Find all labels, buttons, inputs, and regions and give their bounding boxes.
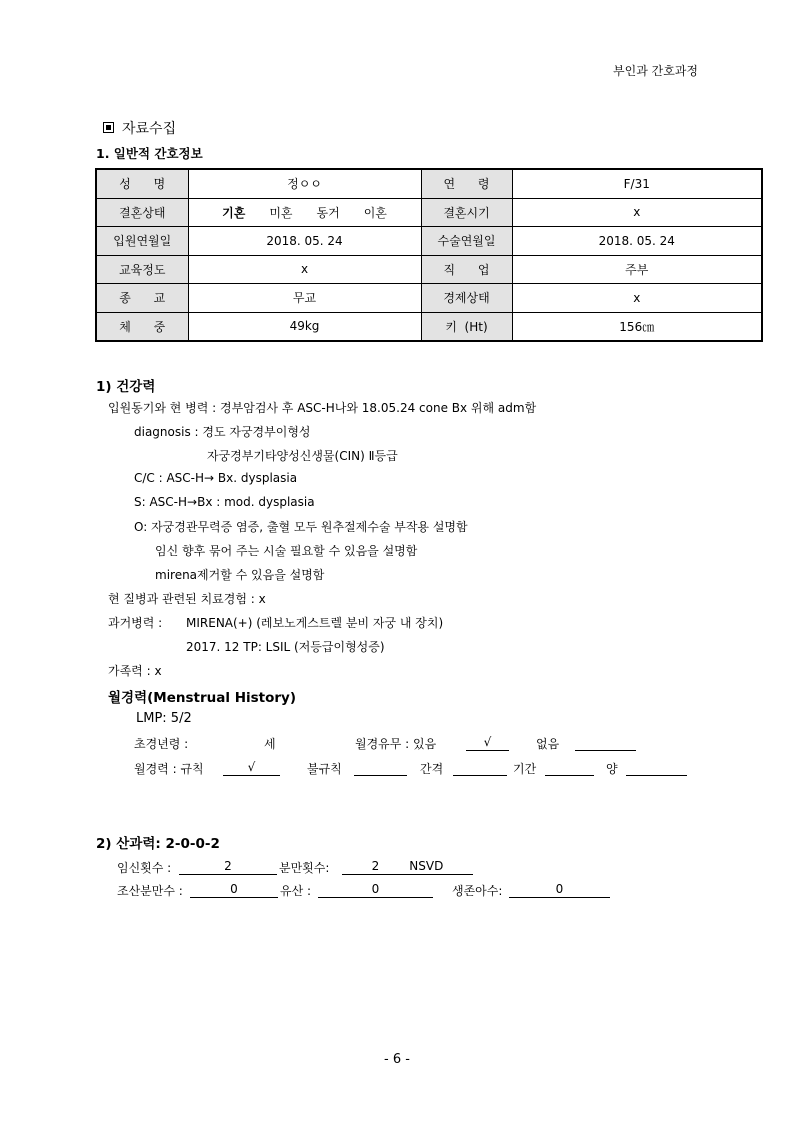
objective-note-1: O: 자궁경관무력증 염증, 출혈 모두 원추절제수술 부작용 설명함 bbox=[134, 520, 468, 534]
economy-value: x bbox=[512, 284, 762, 313]
menstrual-history-title: 월경력(Menstrual History) bbox=[108, 690, 297, 706]
sub-title: 1. 일반적 간호정보 bbox=[96, 146, 203, 161]
age-value: F/31 bbox=[512, 169, 762, 198]
current-treatment: 현 질병과 관련된 치료경험 : x bbox=[108, 592, 266, 606]
lmp: LMP: 5/2 bbox=[136, 711, 192, 726]
delivery-field bbox=[342, 859, 473, 875]
surgery-date-label: 수술연월일 bbox=[421, 227, 512, 256]
square-bullet-icon bbox=[103, 122, 114, 133]
weight-value: 49kg bbox=[188, 312, 421, 341]
marital-status-options bbox=[188, 198, 421, 227]
pregnancy-label: 임신횟수 : bbox=[117, 861, 172, 875]
menses-no-label: 없음 bbox=[536, 737, 560, 751]
table-row bbox=[96, 312, 762, 341]
interval-field bbox=[453, 760, 507, 776]
diagnosis-line-2: 자궁경부기타양성신생물(CIN) Ⅱ등급 bbox=[207, 449, 398, 463]
amount-label: 양 bbox=[606, 762, 618, 776]
name-label: 성 명 bbox=[96, 169, 188, 198]
job-label: 직 업 bbox=[421, 255, 512, 284]
religion-label: 종 교 bbox=[96, 284, 188, 313]
section-title bbox=[103, 118, 176, 138]
irregular-label: 불규칙 bbox=[307, 762, 342, 776]
menses-yes-field: √ bbox=[466, 735, 509, 751]
abortion-label: 유산 : bbox=[280, 884, 312, 898]
period-field bbox=[545, 760, 594, 776]
family-history: 가족력 : x bbox=[108, 664, 162, 678]
preterm-label: 조산분만수 : bbox=[117, 884, 183, 898]
table-row bbox=[96, 255, 762, 284]
height-value: 156㎝ bbox=[512, 312, 762, 341]
diagnosis-line-1: diagnosis : 경도 자궁경부이형성 bbox=[134, 425, 311, 439]
religion-value: 무교 bbox=[188, 284, 421, 313]
cycle-label: 월경력 : 규칙 bbox=[134, 762, 204, 776]
page-number: - 6 - bbox=[384, 1052, 410, 1067]
abortion-field: 0 bbox=[318, 882, 433, 898]
period-label: 기간 bbox=[513, 762, 537, 776]
objective-note-2: 임신 향후 묶어 주는 시술 필요할 수 있음을 설명함 bbox=[155, 544, 418, 558]
living-children-field: 0 bbox=[509, 882, 610, 898]
admission-motive: 입원동기와 현 병력 : 경부암검사 후 ASC-H나와 18.05.24 cone Bx 위해 adm함 bbox=[108, 401, 537, 415]
admission-date-label: 입원연월일 bbox=[96, 227, 188, 256]
regular-field: √ bbox=[223, 760, 280, 776]
objective-note-3: mirena제거할 수 있음을 설명함 bbox=[155, 568, 325, 582]
menarche-unit: 세 bbox=[264, 737, 276, 751]
obstetric-history-title: 2) 산과력: 2-0-0-2 bbox=[96, 836, 220, 852]
past-history-2: 2017. 12 TP: LSIL (저등급이형성증) bbox=[186, 640, 385, 654]
surgery-date-value: 2018. 05. 24 bbox=[512, 227, 762, 256]
name-value: 정ㅇㅇ bbox=[188, 169, 421, 198]
admission-date-value: 2018. 05. 24 bbox=[188, 227, 421, 256]
education-label: 교육정도 bbox=[96, 255, 188, 284]
economy-label: 경제상태 bbox=[421, 284, 512, 313]
delivery-label: 분만횟수: bbox=[279, 861, 330, 875]
past-history-label: 과거병력 : bbox=[108, 616, 163, 630]
weight-label: 체 중 bbox=[96, 312, 188, 341]
marriage-time-label: 결혼시기 bbox=[421, 198, 512, 227]
chief-complaint: C/C : ASC-H→ Bx. dysplasia bbox=[134, 471, 298, 485]
table-row bbox=[96, 227, 762, 256]
header-title: 부인과 간호과정 bbox=[613, 64, 698, 78]
pregnancy-field: 2 bbox=[179, 859, 277, 875]
age-label: 연 령 bbox=[421, 169, 512, 198]
subjective-note: S: ASC-H→Bx : mod. dysplasia bbox=[134, 495, 315, 509]
menarche-label: 초경년령 : bbox=[134, 737, 189, 751]
past-history-1: MIRENA(+) (레보노게스트렐 분비 자궁 내 장치) bbox=[186, 616, 444, 630]
interval-label: 간격 bbox=[420, 762, 444, 776]
table-row bbox=[96, 198, 762, 227]
marital-option: 미혼 bbox=[269, 205, 293, 220]
marital-option: 기혼 bbox=[222, 205, 246, 220]
section-title-text: 자료수집 bbox=[122, 121, 177, 137]
living-children-label: 생존아수: bbox=[452, 884, 503, 898]
general-info-table bbox=[95, 168, 763, 342]
delivery-count: 2 bbox=[371, 859, 380, 873]
amount-field bbox=[626, 760, 687, 776]
table-row bbox=[96, 169, 762, 198]
job-value: 주부 bbox=[512, 255, 762, 284]
health-history-title: 1) 건강력 bbox=[96, 379, 156, 395]
marital-option: 이혼 bbox=[363, 205, 387, 220]
marriage-time-value: x bbox=[512, 198, 762, 227]
irregular-field bbox=[354, 760, 407, 776]
marital-option: 동거 bbox=[316, 205, 340, 220]
table-row bbox=[96, 284, 762, 313]
menses-label: 월경유무 : 있음 bbox=[355, 737, 437, 751]
height-label: 키 (Ht) bbox=[421, 312, 512, 341]
preterm-field: 0 bbox=[190, 882, 278, 898]
marital-status-label: 결혼상태 bbox=[96, 198, 188, 227]
delivery-type: NSVD bbox=[409, 859, 444, 873]
menses-no-field bbox=[575, 735, 636, 751]
education-value: x bbox=[188, 255, 421, 284]
